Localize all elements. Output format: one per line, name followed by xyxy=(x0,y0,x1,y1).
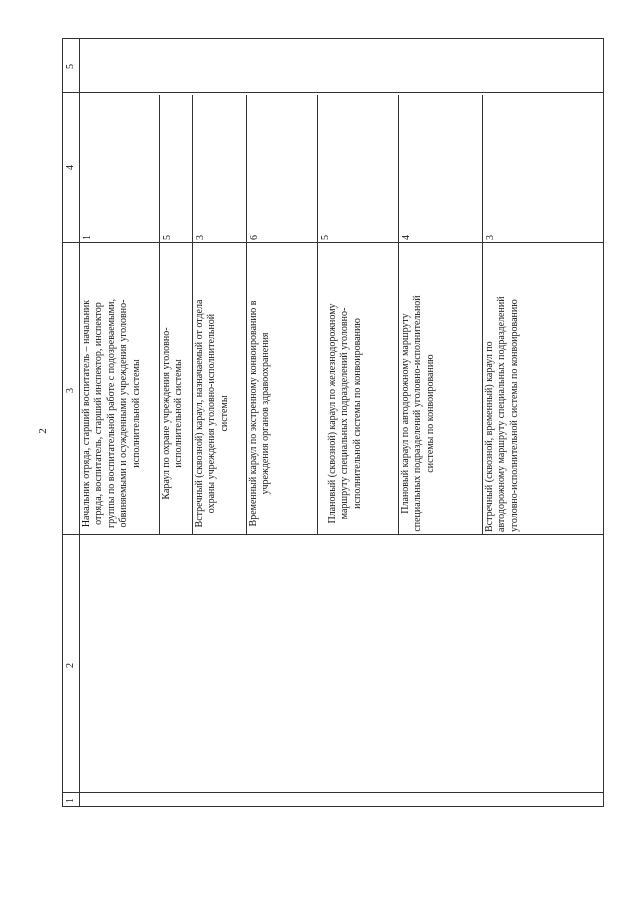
header-col-2: 2 xyxy=(65,663,76,668)
page-number: 2 xyxy=(36,428,49,434)
row-separator xyxy=(482,95,483,535)
main-table xyxy=(62,38,604,807)
row-value: 5 xyxy=(162,235,173,240)
row-separator xyxy=(317,95,318,535)
header-col-5: 5 xyxy=(65,64,76,69)
row-value: 1 xyxy=(82,235,93,240)
row-text: Встречный (сквозной, временный) караул по автодорожному маршруту специальных подразделений уголовно-исполнительной системы по конвоированию xyxy=(484,296,520,532)
row-value: 6 xyxy=(249,235,260,240)
row-separator xyxy=(192,95,193,535)
row-text: Начальник отряда, старший воспитатель – начальник отряда, воспитатель, старший инспектор, инспектор группы по воспитательной работе с подозреваемыми, обвиняемыми и осужденными учреждения уголовно-исполнительной системы xyxy=(81,299,142,528)
row-text: Встречный (сквозной) караул, назначаемый от отдела охраны учреждения уголовно-исполнительной системы xyxy=(194,299,230,528)
row-value: 5 xyxy=(320,235,331,240)
row-text: Караул по охране учреждения уголовно-исполнительной системы xyxy=(161,327,185,500)
header-col-1: 1 xyxy=(65,798,76,803)
row-value: 3 xyxy=(195,235,206,240)
row-text: Плановый (сквозной) караул по железнодорожному маршруту специальных подразделений уголовно-исполнительной системы по конвоированию xyxy=(327,303,363,524)
row-separator xyxy=(398,95,399,535)
header-separator xyxy=(79,39,80,806)
row-value: 4 xyxy=(401,235,412,240)
col-separator-1 xyxy=(63,792,603,793)
row-separator xyxy=(246,95,247,535)
header-col-4: 4 xyxy=(65,165,76,170)
row-separator xyxy=(159,95,160,535)
col-separator-2 xyxy=(63,534,603,535)
col-separator-4 xyxy=(63,92,603,93)
col-separator-3 xyxy=(63,242,603,243)
row-text: Временный караул по экстренному конвоированию в учреждения органов здравоохранения xyxy=(248,300,272,527)
row-value: 3 xyxy=(485,235,496,240)
header-col-3: 3 xyxy=(65,388,76,393)
row-text: Плановый караул по автодорожному маршруту специальных подразделений уголовно-исполнительной системы по конвоированию xyxy=(400,295,436,532)
